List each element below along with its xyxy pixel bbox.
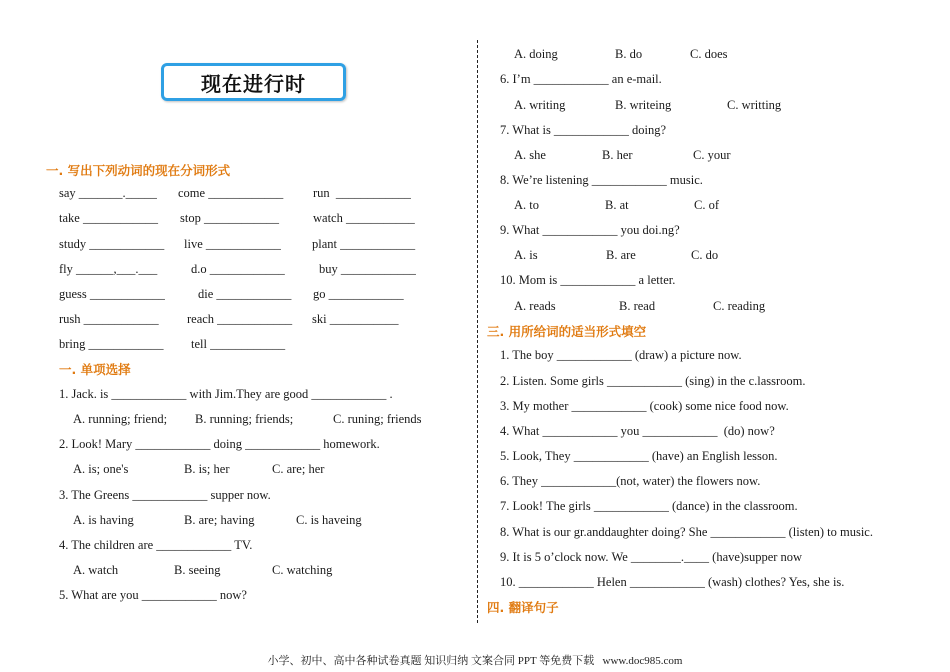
s2-q6-c: C. writting (727, 98, 782, 112)
s1-r4-c2: go ____________ (313, 287, 404, 301)
s1-r1-c0: take ____________ (59, 211, 158, 225)
s2-q3: 3. The Greens ____________ supper now. (59, 488, 271, 502)
s1-r0-c0: say _______._____ (59, 186, 157, 200)
s2-q4-a: A. watch (73, 563, 119, 577)
s2-q6-a: A. writing (514, 98, 566, 112)
s3-item7: 7. Look! The girls ____________ (dance) in the classroom. (500, 499, 798, 513)
s2-q9-b: B. are (606, 248, 636, 262)
s2-q9: 9. What ____________ you doi.ng? (500, 223, 680, 237)
s2-q5-a: A. doing (514, 47, 558, 61)
s1-r3-c0: fly ______,___.___ (59, 262, 158, 276)
page-footer: 小学、初中、高中各种试卷真题 知识归纳 文案合同 PPT 等免费下载 www.doc985.com (267, 655, 683, 667)
s1-r5-c2: ski ___________ (312, 312, 399, 326)
s2-q1: 1. Jack. is ____________ with Jim.They are good ____________ . (59, 387, 393, 401)
s2-q4: 4. The children are ____________ TV. (59, 538, 253, 552)
s1-r0-c2: run ____________ (313, 186, 411, 200)
s2-q7: 7. What is ____________ doing? (500, 123, 667, 137)
s2-q1-b: B. running; friends; (195, 412, 294, 426)
s3-item2: 2. Listen. Some girls ____________ (sing) in the c.lassroom. (500, 374, 806, 388)
s2-q4-b: B. seeing (174, 563, 221, 577)
s2-q10: 10. Mom is ____________ a letter. (500, 273, 676, 287)
s2-q6-b: B. writeing (615, 98, 672, 112)
s1-r4-c1: die ____________ (198, 287, 292, 301)
s2-q10-c: C. reading (713, 299, 766, 313)
s1-r1-c2: watch ___________ (313, 211, 415, 225)
s3-item10: 10. ____________ Helen ____________ (wash) clothes? Yes, she is. (500, 575, 845, 589)
s2-q10-b: B. read (619, 299, 656, 313)
s2-q9-a: A. is (514, 248, 538, 262)
s2-q3-c: C. is haveing (296, 513, 362, 527)
s2-q5: 5. What are you ____________ now? (59, 588, 247, 602)
s3-item3: 3. My mother ____________ (cook) some nice food now. (500, 399, 789, 413)
s1-r6-c0: bring ____________ (59, 337, 164, 351)
s3-item5: 5. Look, They ____________ (have) an English lesson. (500, 449, 778, 463)
s1-r2-c1: live ____________ (184, 237, 281, 251)
s2-q2: 2. Look! Mary ____________ doing ____________ homework. (59, 437, 380, 451)
s2-q2-b: B. is; her (184, 462, 230, 476)
s2-q2-a: A. is; one's (73, 462, 129, 476)
s3-item9: 9. It is 5 o’clock now. We ________.____ (have)supper now (500, 550, 803, 564)
s3-item6: 6. They ____________(not, water) the flowers now. (500, 474, 761, 488)
s3-item1: 1. The boy ____________ (draw) a picture now. (500, 348, 742, 362)
s1-r5-c0: rush ____________ (59, 312, 159, 326)
section2-heading: 一. 单项选择 (59, 362, 131, 377)
s1-r2-c2: plant ____________ (312, 237, 416, 251)
s2-q7-c: C. your (693, 148, 731, 162)
s2-q2-c: C. are; her (272, 462, 325, 476)
section3-heading: 三. 用所给词的适当形式填空 (487, 324, 647, 339)
s3-item8: 8. What is our gr.anddaughter doing? She ____________ (listen) to music. (500, 525, 873, 539)
s2-q3-a: A. is having (73, 513, 134, 527)
column-divider (477, 40, 478, 623)
s2-q7-a: A. she (514, 148, 546, 162)
s2-q8-a: A. to (514, 198, 539, 212)
s2-q1-c: C. runing; friends (333, 412, 422, 426)
worksheet-title: 现在进行时 (161, 63, 346, 101)
s2-q9-c: C. do (691, 248, 719, 262)
s2-q8-c: C. of (694, 198, 719, 212)
s1-r3-c2: buy ____________ (319, 262, 416, 276)
s2-q4-c: C. watching (272, 563, 333, 577)
section1-heading: 一. 写出下列动词的现在分词形式 (46, 163, 231, 178)
s1-r4-c0: guess ____________ (59, 287, 165, 301)
s1-r5-c1: reach ____________ (187, 312, 293, 326)
s2-q8: 8. We’re listening ____________ music. (500, 173, 703, 187)
s1-r1-c1: stop ____________ (180, 211, 279, 225)
s1-r2-c0: study ____________ (59, 237, 165, 251)
s2-q3-b: B. are; having (184, 513, 255, 527)
s2-q1-a: A. running; friend; (73, 412, 168, 426)
s2-q5-b: B. do (615, 47, 643, 61)
s2-q8-b: B. at (605, 198, 629, 212)
section4-heading: 四. 翻译句子 (487, 600, 559, 615)
s2-q10-a: A. reads (514, 299, 556, 313)
s3-item4: 4. What ____________ you ____________ (do) now? (500, 424, 775, 438)
s1-r0-c1: come ____________ (178, 186, 284, 200)
s1-r6-c1: tell ____________ (191, 337, 286, 351)
s2-q7-b: B. her (602, 148, 633, 162)
s2-q5-c: C. does (690, 47, 728, 61)
s2-q6: 6. I’m ____________ an e-mail. (500, 72, 662, 86)
s1-r3-c1: d.o ____________ (191, 262, 285, 276)
